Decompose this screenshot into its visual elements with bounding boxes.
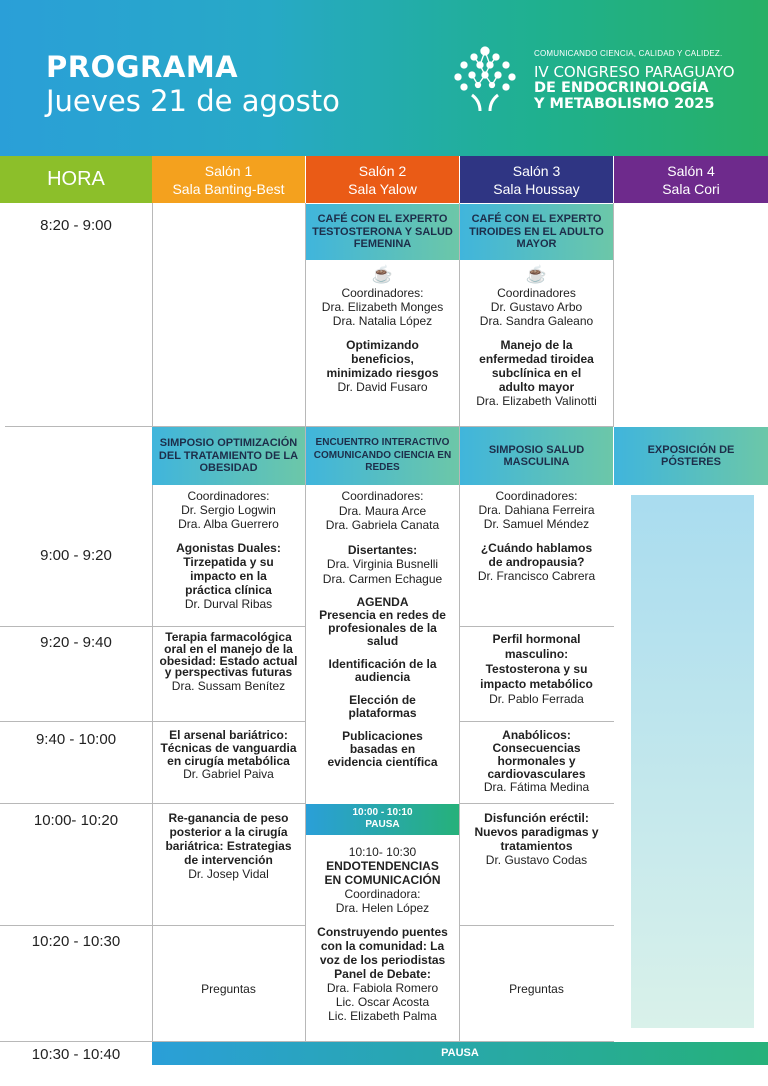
questions-salon-1: Preguntas xyxy=(201,982,256,996)
salon-2-number: Salón 2 xyxy=(358,163,407,179)
session-header-encuentro-interactivo: ENCUENTRO INTERACTIVO COMUNICANDO CIENCIA EN REDES xyxy=(306,427,459,485)
grid-divider xyxy=(0,626,305,627)
agenda-item: Identificación de la audiencia xyxy=(328,657,437,684)
page-subtitle: Jueves 21 de agosto xyxy=(46,84,340,118)
speaker-name: Dr. Gustavo Codas xyxy=(485,853,588,867)
congress-tagline: COMUNICANDO CIENCIA, CALIDAD Y CALIDEZ. xyxy=(534,49,723,58)
column-header-hora xyxy=(0,156,152,203)
column-header-salon-4 xyxy=(614,156,768,203)
speaker-name: Dr. Durval Ribas xyxy=(184,597,273,611)
column-header-hora-label: HORA xyxy=(47,168,105,190)
time-slot: 10:20 - 10:30 xyxy=(31,933,121,950)
pause-time: 10:00 - 10:10 xyxy=(352,807,413,818)
grid-divider xyxy=(460,721,614,722)
coordinators-label: Coordinadora: xyxy=(344,887,421,901)
pause-bar: PAUSA xyxy=(152,1042,768,1065)
time-slot: 9:00 - 9:20 xyxy=(40,547,112,564)
speaker-name: Dra. Carmen Echague xyxy=(322,571,443,586)
time-slot: 10:30 - 10:40 xyxy=(31,1046,121,1063)
time-slot: 10:00- 10:20 xyxy=(33,812,119,829)
coordinator-name: Dra. Sandra Galeano xyxy=(479,314,594,328)
salon-4-number: Salón 4 xyxy=(667,163,715,179)
talk-title: Terapia farmacológica oral en el manejo de la obesidad: Estado actual y perspectivas futuras xyxy=(159,630,298,680)
grid-divider xyxy=(152,203,153,1042)
coordinators-label: Coordinadores: xyxy=(341,286,424,300)
talk-title: Perfil hormonal masculino: Testosterona y su impacto metabólico xyxy=(480,632,593,691)
coordinators-label: Coordinadores: xyxy=(495,489,578,503)
session-header-simposio-salud-masculina: SIMPOSIO SALUD MASCULINA xyxy=(460,427,613,485)
talk-title: Agonistas Duales: Tirzepatida y su impacto en la práctica clínica xyxy=(176,541,281,597)
session-header-cafe-salon-3: CAFÉ CON EL EXPERTO TIROIDES EN EL ADULTO MAYOR xyxy=(460,204,613,260)
time-slot: 9:20 - 9:40 xyxy=(40,634,112,651)
coordinators-label: Coordinadores xyxy=(497,286,576,300)
poster-exhibit-area xyxy=(631,495,754,1028)
session-header-cafe-salon-2: CAFÉ CON EL EXPERTO TESTOSTERONA Y SALUD FEMENINA xyxy=(306,204,459,260)
speaker-name: Dra. Virginia Busnelli xyxy=(326,557,439,571)
questions-salon-3: Preguntas xyxy=(509,982,564,996)
speaker-name: Dra. Sussam Benítez xyxy=(171,679,286,694)
speaker-name: Dra. Elizabeth Valinotti xyxy=(476,394,597,408)
coordinator-name: Dra. Natalia López xyxy=(332,314,433,328)
grid-divider xyxy=(613,203,614,427)
pause-label: PAUSA xyxy=(365,819,400,830)
grid-divider xyxy=(460,626,614,627)
coordinators-label: Coordinadores: xyxy=(341,489,424,503)
talk-title: Anabólicos: Consecuencias hormonales y cardiovasculares xyxy=(487,728,586,781)
panel-title: Construyendo puentes con la comunidad: La voz de los periodistas Panel de Debate: xyxy=(317,925,448,981)
session-header-simposio-obesidad: SIMPOSIO OPTIMIZACIÓN DEL TRATAMIENTO DE LA OBESIDAD xyxy=(152,427,305,485)
talk-title: ¿Cuándo hablamos de andropausia? xyxy=(480,541,593,569)
coordinator-name: Dr. Samuel Méndez xyxy=(483,517,590,531)
speakers-label: Disertantes: xyxy=(347,542,418,557)
salon-1-number: Salón 1 xyxy=(204,163,253,179)
session-cafe-salon-2 xyxy=(306,264,459,394)
coordinator-name: Dra. Gabriela Canata xyxy=(325,518,440,532)
coordinator-name: Dra. Helen López xyxy=(335,901,430,915)
congress-name-line3: Y METABOLISMO 2025 xyxy=(534,96,715,112)
salon-3-name: Sala Houssay xyxy=(493,181,580,197)
congress-name-line1: IV CONGRESO PARAGUAYO xyxy=(534,63,735,81)
salon-3-number: Salón 3 xyxy=(512,163,561,179)
coordinator-name: Dra. Maura Arce xyxy=(338,503,427,518)
speaker-name: Dr. Francisco Cabrera xyxy=(477,569,596,583)
agenda-item: Publicaciones basadas en evidencia científica xyxy=(327,729,438,769)
grid-divider xyxy=(460,803,614,804)
session-cafe-salon-3 xyxy=(460,264,613,408)
agenda-item: Elección de plataformas xyxy=(348,693,417,720)
agenda-item: Presencia en redes de profesionales de la salud xyxy=(319,608,446,648)
coordinator-name: Dra. Alba Guerrero xyxy=(178,517,279,531)
agenda-label: AGENDA xyxy=(356,595,409,609)
speaker-name: Dr. Josep Vidal xyxy=(188,867,269,881)
session-header-exposicion-posteres: EXPOSICIÓN DE PÓSTERES xyxy=(614,427,768,485)
speaker-name: Dra. Fátima Medina xyxy=(483,780,590,794)
panelist-name: Lic. Oscar Acosta xyxy=(335,995,430,1009)
talk-salon-1-3 xyxy=(152,729,305,781)
talk-title: Optimizando beneficios, minimizado riesgos xyxy=(326,338,439,380)
talk-title: Manejo de la enfermedad tiroidea subclínica en el adulto mayor xyxy=(479,338,594,394)
talk-title: El arsenal bariátrico: Técnicas de vanguardia en cirugía metabólica xyxy=(160,728,297,768)
pause-block-salon-2 xyxy=(306,804,459,835)
speaker-name: Dr. Pablo Ferrada xyxy=(489,692,584,706)
session-endotendencias xyxy=(306,845,459,1023)
salon-1-name: Sala Banting-Best xyxy=(172,181,285,197)
time-slot: 9:40 - 10:00 xyxy=(35,731,117,748)
column-header-salon-1 xyxy=(152,156,305,203)
talk-title: Re-ganancia de peso posterior a la cirugía bariátrica: Estrategias de intervención xyxy=(165,811,292,867)
grid-divider xyxy=(460,925,614,926)
grid-divider xyxy=(0,721,305,722)
page-title: PROGRAMA xyxy=(46,50,239,84)
coordinator-name: Dr. Gustavo Arbo xyxy=(490,300,583,314)
coordinator-name: Dra. Elizabeth Monges xyxy=(321,300,444,314)
column-header-salon-2 xyxy=(306,156,459,203)
congress-name-line2: DE ENDOCRINOLOGÍA xyxy=(534,80,709,96)
talk-salon-1-4 xyxy=(152,811,305,881)
talk-salon-3-3 xyxy=(460,729,613,794)
salon-2-name: Sala Yalow xyxy=(348,181,417,197)
panelist-name: Dra. Fabiola Romero xyxy=(326,981,439,995)
session-title: ENDOTENDENCIAS EN COMUNICACIÓN xyxy=(324,859,441,887)
panelist-name: Lic. Elizabeth Palma xyxy=(328,1009,437,1023)
coffee-cup-icon: ☕ xyxy=(371,265,394,284)
session-coordinators-salon-1 xyxy=(152,489,305,611)
talk-salon-1-2 xyxy=(152,632,305,693)
talk-salon-3-2 xyxy=(460,632,613,707)
coordinators-label: Coordinadores: xyxy=(187,489,270,503)
speaker-name: Dr. David Fusaro xyxy=(337,380,428,394)
coordinator-name: Dra. Dahiana Ferreira xyxy=(478,503,595,517)
talk-salon-3-4 xyxy=(460,811,613,867)
coffee-cup-icon: ☕ xyxy=(525,265,548,284)
session-encuentro-salon-2 xyxy=(306,489,459,769)
salon-4-name: Sala Cori xyxy=(662,181,720,197)
grid-divider xyxy=(0,803,305,804)
congress-logo-icon xyxy=(450,45,520,115)
column-header-salon-3 xyxy=(460,156,613,203)
talk-title: Disfunción eréctil: Nuevos paradigmas y tratamientos xyxy=(474,811,599,853)
session-coordinators-salon-3 xyxy=(460,489,613,583)
grid-divider xyxy=(0,925,305,926)
session-time: 10:10- 10:30 xyxy=(348,845,417,859)
coordinator-name: Dr. Sergio Logwin xyxy=(181,503,276,517)
speaker-name: Dr. Gabriel Paiva xyxy=(183,767,274,781)
time-slot: 8:20 - 9:00 xyxy=(40,217,112,234)
